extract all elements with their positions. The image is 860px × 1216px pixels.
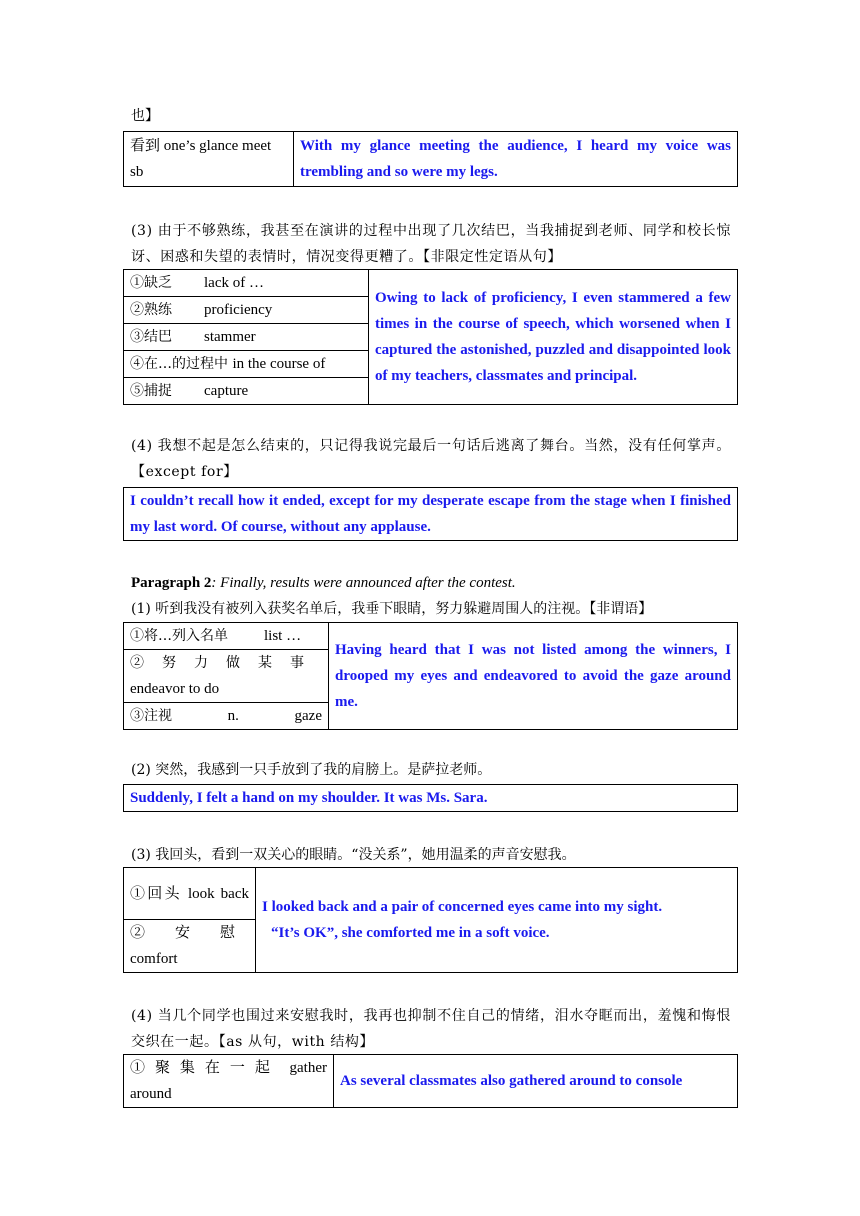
vocab-cn: ③结巴 — [130, 329, 172, 345]
answer-cell — [256, 868, 738, 973]
vocab-en: capture — [204, 383, 249, 399]
prompt-p2q4: (4) 当几个同学也围过来安慰我时，我再也抑制不住自己的情绪，泪水夺眶而出，羞愧和悔恨交织在一起。【as 从句，with 结构】 — [131, 1008, 731, 1050]
vocab-row — [124, 920, 256, 973]
vocab-row — [124, 324, 369, 351]
vocab-en: stammer — [204, 329, 256, 345]
vocab-row — [124, 351, 369, 378]
vocab-row — [124, 868, 256, 920]
table-q4 — [123, 487, 738, 541]
vocab-row — [124, 623, 329, 650]
table-p2q3 — [123, 867, 738, 973]
vocab-en: gaze — [294, 708, 322, 724]
table-q3 — [123, 269, 738, 405]
prompt-q3: (3) 由于不够熟练，我甚至在演讲的过程中出现了几次结巴，当我捕捉到老师、同学和校长惊讶、困惑和失望的表情时，情况变得更糟了。【非限定性定语从句】 — [131, 223, 731, 265]
prompt-tail: 也】 — [131, 108, 159, 124]
answer-cell: Owing to lack of proficiency, I even stammered a few times in the course of speech, which worsened when I captured the astonished, puzzled and disappointed look of my teachers, classmates and principal. — [369, 270, 738, 405]
vocab-en: lack of … — [204, 275, 264, 291]
vocab-text — [130, 1055, 327, 1107]
answer-cell: Having heard that I was not listed among the winners, I drooped my eyes and endeavored to avoid the gaze around me. — [329, 623, 738, 730]
vocab-cn: ①聚集在一起 — [130, 1060, 280, 1076]
vocab-cell: 看到 one’s glance meet sb — [124, 132, 294, 187]
vocab-row — [124, 1055, 334, 1108]
vocab-row — [124, 650, 329, 703]
vocab-en: gather around — [130, 1060, 327, 1102]
paragraph-label: Paragraph 2 — [131, 575, 212, 591]
vocab-cn: ②努力做某事 — [130, 655, 322, 671]
vocab-en: look back — [187, 885, 250, 902]
answer-cell: As several classmates also gathered around to console — [334, 1055, 738, 1108]
vocab-en: in the course of — [232, 356, 326, 372]
vocab-cn: ③注视 — [130, 708, 172, 724]
vocab-cn: ②熟练 — [130, 302, 172, 318]
answer-cell: I couldn’t recall how it ended, except for my desperate escape from the stage when I finished my last word. Of course, without any applause. — [124, 488, 738, 541]
table-p2q4 — [123, 1054, 738, 1108]
vocab-en: proficiency — [204, 302, 273, 318]
prompt-q4: (4) 我想不起是怎么结束的，只记得我说完最后一句话后逃离了舞台。当然，没有任何掌声。【except for】 — [131, 438, 731, 480]
vocab-line — [130, 703, 322, 729]
prompt-p2q3: (3) 我回头，看到一双关心的眼睛。“没关系”，她用温柔的声音安慰我。 — [131, 847, 576, 863]
prompt-p2q2: (2) 突然，我感到一只手放到了我的肩膀上。是萨拉老师。 — [131, 762, 492, 778]
vocab-en: list … — [264, 628, 302, 644]
paragraph-heading — [131, 570, 516, 596]
answer-cell: Suddenly, I felt a hand on my shoulder. It was Ms. Sara. — [124, 785, 738, 812]
vocab-pos: n. — [227, 708, 239, 724]
paragraph-text: : Finally, results were announced after the contest. — [211, 575, 516, 591]
answer-cell: With my glance meeting the audience, I heard my voice was trembling and so were my legs. — [294, 132, 738, 187]
vocab-cn: ①将…列入名单 — [130, 628, 228, 644]
vocab-en: endeavor to do — [130, 681, 220, 697]
answer-line-1: I looked back and a pair of concerned eyes came into my sight. — [262, 899, 663, 915]
vocab-en: comfort — [130, 951, 178, 967]
vocab-row — [124, 703, 329, 730]
table-p2q1 — [123, 622, 738, 730]
vocab-cn: ①缺乏 — [130, 275, 172, 291]
vocab-cn: ④在…的过程中 — [130, 356, 228, 372]
vocab-row — [124, 297, 369, 324]
vocab-text — [130, 920, 249, 946]
vocab-cn: ⑤捕捉 — [130, 383, 172, 399]
vocab-text — [130, 881, 249, 907]
answer-line-2: “It’s OK”, she comforted me in a soft voice. — [271, 925, 550, 941]
vocab-cn: ②安慰 — [130, 925, 249, 941]
vocab-row — [124, 270, 369, 297]
vocab-row — [124, 378, 369, 405]
vocab-cn: ①回头 — [130, 885, 182, 902]
table-p2q2 — [123, 784, 738, 812]
prompt-p2q1: (1) 听到我没有被列入获奖名单后，我垂下眼睛，努力躲避周围人的注视。【非谓语】 — [131, 601, 653, 617]
table-glance — [123, 131, 738, 187]
